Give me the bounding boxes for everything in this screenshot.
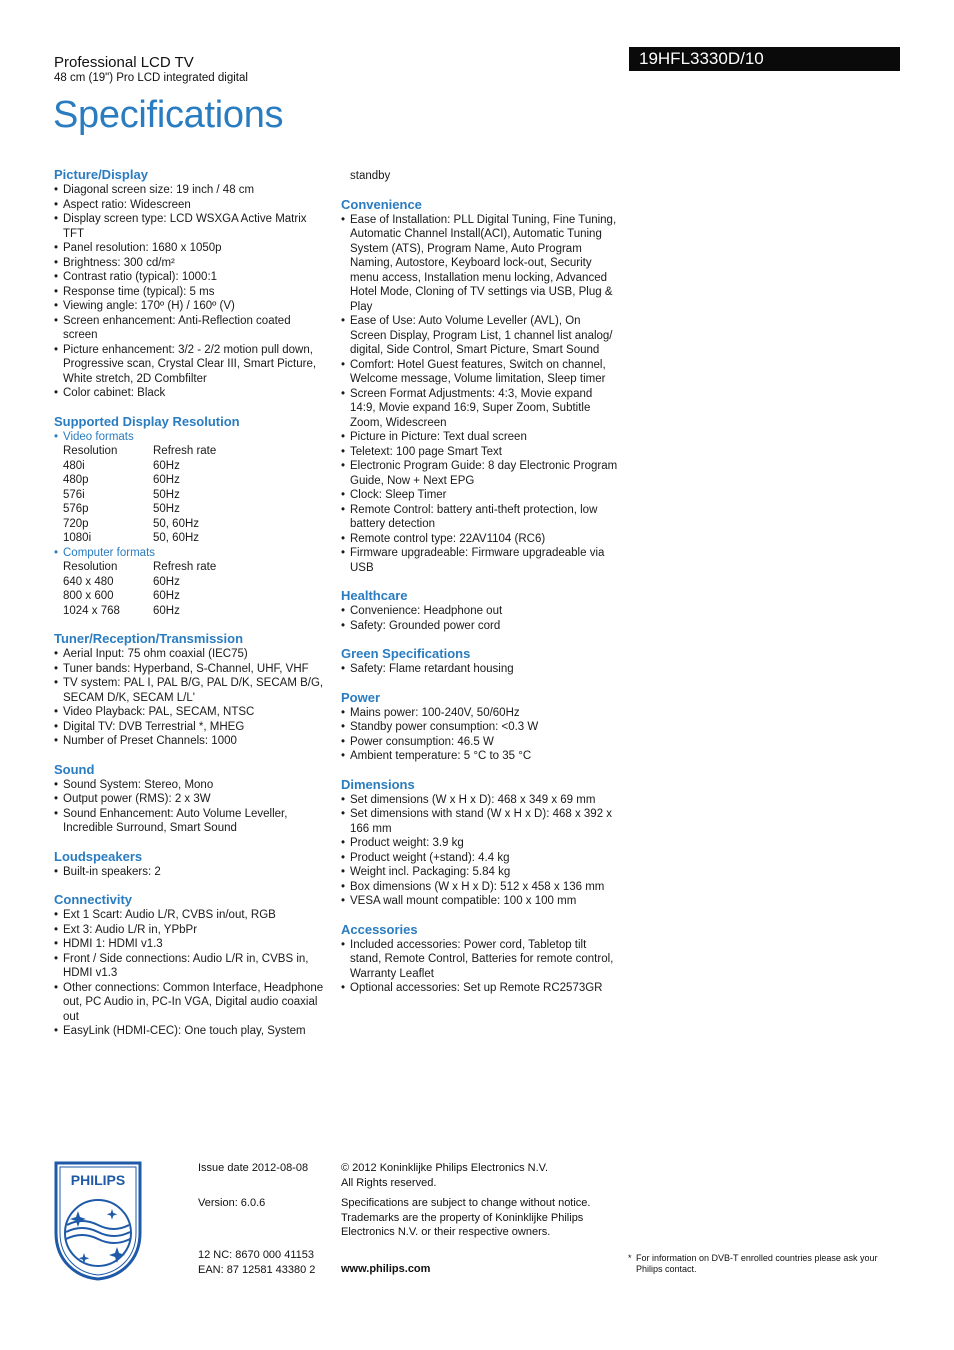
table-row [63, 473, 326, 488]
table-row [63, 488, 326, 503]
section-sound [54, 762, 326, 836]
section-dimensions [341, 777, 619, 909]
section-title: Picture/Display [54, 167, 148, 182]
list-item: • Optional accessories: Set up Remote RC2573GR [341, 981, 619, 996]
section-title: Convenience [341, 196, 422, 212]
section-title: Loudspeakers [54, 848, 143, 864]
list-item: • Electronic Program Guide: 8 day Electronic Program Guide, Now + Next EPG [341, 459, 619, 488]
product-subtitle: 48 cm (19") Pro LCD integrated digital [54, 72, 248, 84]
list-item: • HDMI 1: HDMI v1.3 [54, 937, 326, 952]
list-item: • Included accessories: Power cord, Tabletop tilt stand, Remote Control, Batteries for remote control, Warranty Leaflet [341, 938, 619, 982]
spec-list [54, 778, 326, 836]
section-supported-resolution [54, 414, 326, 619]
resolution-cell: 640 x 480 [63, 575, 114, 588]
list-item: • Remote control type: 22AV1104 (RC6) [341, 532, 619, 547]
section-title: Sound [54, 761, 95, 777]
spec-list [341, 662, 619, 677]
version: Version: 6.0.6 [198, 1197, 266, 1209]
section-convenience [341, 197, 619, 576]
list-item: • Number of Preset Channels: 1000 [54, 734, 326, 749]
list-item: • Standby power consumption: <0.3 W [341, 720, 619, 735]
footnote-marker: * [628, 1253, 632, 1263]
list-item: • Set dimensions with stand (W x H x D): 468 x 392 x 166 mm [341, 807, 619, 836]
section-title: Green Specifications [341, 646, 471, 661]
list-item: • Screen enhancement: Anti-Reflection coated screen [54, 314, 326, 343]
list-item: • Teletext: 100 page Smart Text [341, 445, 619, 460]
list-item: • Brightness: 300 cd/m² [54, 256, 326, 271]
ean-number: EAN: 87 12581 43380 2 [198, 1263, 316, 1276]
list-item: • Ambient temperature: 5 °C to 35 °C [341, 749, 619, 764]
list-item: • Ease of Installation: PLL Digital Tuning, Fine Tuning, Automatic Channel Install(ACI), Automatic Tuning System (ATS), Program Name, Auto Program Naming, Autostore, Keyboard lock-out, Security menu access, Installation menu locking, Advanced Hotel Mode, Cloning of TV settings via USB, Plug & Play [341, 213, 619, 315]
list-item: • Viewing angle: 170º (H) / 160º (V) [54, 299, 326, 314]
copyright-line: © 2012 Koninklijke Philips Electronics N.V. [341, 1162, 549, 1174]
list-item: • Digital TV: DVB Terrestrial *, MHEG [54, 720, 326, 735]
refresh-rate-cell: 60Hz [153, 575, 180, 588]
list-item: • Box dimensions (W x H x D): 512 x 458 x 136 mm [341, 880, 619, 895]
philips-shield-logo [54, 1161, 142, 1281]
table-row [63, 531, 326, 546]
spec-list [341, 793, 619, 909]
issue-date: Issue date 2012-08-08 [198, 1162, 309, 1174]
section-tuner [54, 631, 326, 749]
video-formats-label: • Video formats [54, 430, 326, 445]
spec-list [54, 647, 326, 749]
table-header [63, 560, 326, 575]
section-picture-display [54, 167, 326, 401]
copyright [341, 1161, 548, 1190]
list-item: • Display screen type: LCD WSXGA Active Matrix TFT [54, 212, 326, 241]
section-power [341, 690, 619, 764]
spec-list [54, 430, 326, 445]
table-row [63, 517, 326, 532]
resolution-cell: 480p [63, 474, 89, 486]
column-header: Refresh rate [153, 561, 217, 573]
rights-line: All Rights reserved. [341, 1176, 437, 1189]
list-item: • Comfort: Hotel Guest features, Switch on channel, Welcome message, Volume limitation, Sleep timer [341, 358, 619, 387]
continued-text: standby [350, 170, 391, 182]
list-item: • Remote Control: battery anti-theft protection, low battery detection [341, 503, 619, 532]
section-title: Power [341, 689, 381, 705]
list-item: • Video Playback: PAL, SECAM, NTSC [54, 705, 326, 720]
spec-list [341, 213, 619, 576]
spec-list [54, 183, 326, 401]
spec-list [341, 706, 619, 764]
spec-list [341, 604, 619, 633]
list-item: • Product weight (+stand): 4.4 kg [341, 851, 619, 866]
logo-wordmark: PHILIPS [70, 1172, 126, 1188]
footnote-text: For information on DVB-T enrolled countries please ask your Philips contact. [636, 1253, 878, 1274]
list-item: • Front / Side connections: Audio L/R in, CVBS in, HDMI v1.3 [54, 952, 326, 981]
resolution-cell: 576p [63, 503, 89, 515]
spec-column-right [341, 169, 619, 1009]
list-item: • Ext 3: Audio L/R in, YPbPr [54, 923, 326, 938]
computer-formats-table [63, 560, 326, 618]
product-line: Professional LCD TV [54, 54, 194, 71]
list-item: • Clock: Sleep Timer [341, 488, 619, 503]
resolution-cell: 720p [63, 517, 89, 530]
refresh-rate-cell: 50Hz [153, 488, 180, 501]
list-item: • Mains power: 100-240V, 50/60Hz [341, 706, 619, 721]
spec-list [54, 865, 326, 880]
resolution-cell: 1080i [63, 532, 92, 544]
list-item: • Other connections: Common Interface, Headphone out, PC Audio in, PC-In VGA, Digital audio coaxial out [54, 981, 326, 1025]
list-item: • Color cabinet: Black [54, 386, 326, 401]
resolution-cell: 480i [63, 459, 85, 472]
list-item: • Output power (RMS): 2 x 3W [54, 792, 326, 807]
table-row [63, 575, 326, 590]
list-item: • Diagonal screen size: 19 inch / 48 cm [54, 183, 326, 198]
section-loudspeakers [54, 849, 326, 880]
section-title: Dimensions [341, 776, 415, 792]
refresh-rate-cell: 50Hz [153, 503, 180, 515]
refresh-rate-cell: 60Hz [153, 590, 180, 602]
footnote [628, 1253, 902, 1275]
list-item: • EasyLink (HDMI-CEC): One touch play, System [54, 1024, 326, 1039]
page-title: Specifications [53, 94, 284, 136]
table-row [63, 502, 326, 517]
refresh-rate-cell: 60Hz [153, 604, 180, 617]
list-item: • Safety: Grounded power cord [341, 619, 619, 634]
nc-number: 12 NC: 8670 000 41153 [198, 1249, 314, 1261]
table-row [63, 604, 326, 619]
list-item: • Aerial Input: 75 ohm coaxial (IEC75) [54, 647, 326, 662]
refresh-rate-cell: 50, 60Hz [153, 532, 200, 544]
list-item: • Ease of Use: Auto Volume Leveller (AVL), On Screen Display, Program List, 1 channel list analog/ digital, Side Control, Smart Picture, Smart Sound [341, 314, 619, 358]
spec-list [54, 908, 326, 1039]
section-title: Supported Display Resolution [54, 413, 240, 429]
section-accessories [341, 922, 619, 996]
column-header: Resolution [63, 561, 118, 573]
spec-column-left [54, 167, 326, 1052]
list-item: • Built-in speakers: 2 [54, 865, 326, 880]
video-formats-table [63, 444, 326, 546]
resolution-cell: 800 x 600 [63, 590, 114, 602]
table-row [63, 459, 326, 474]
nc-ean-block [198, 1248, 315, 1277]
list-item: • Contrast ratio (typical): 1000:1 [54, 270, 326, 285]
section-healthcare [341, 588, 619, 633]
section-connectivity [54, 892, 326, 1039]
section-green-specifications [341, 646, 619, 677]
list-item: • Tuner bands: Hyperband, S-Channel, UHF, VHF [54, 662, 326, 677]
list-item: • Power consumption: 46.5 W [341, 735, 619, 750]
list-item: • Weight incl. Packaging: 5.84 kg [341, 865, 619, 880]
column-header: Refresh rate [153, 445, 217, 457]
list-item: • Ext 1 Scart: Audio L/R, CVBS in/out, RGB [54, 908, 326, 923]
refresh-rate-cell: 60Hz [153, 474, 180, 486]
list-item: • Sound Enhancement: Auto Volume Leveller, Incredible Surround, Smart Sound [54, 807, 326, 836]
refresh-rate-cell: 50, 60Hz [153, 517, 200, 530]
spec-notice: Specifications are subject to change without notice. Trademarks are the property of Koninklijke Philips Electronics N.V. or their respective owners. [341, 1197, 591, 1238]
computer-formats-label: • Computer formats [54, 546, 326, 561]
list-item: • Product weight: 3.9 kg [341, 836, 619, 851]
section-title: Accessories [341, 921, 418, 937]
list-item: • Aspect ratio: Widescreen [54, 198, 326, 213]
list-item: • VESA wall mount compatible: 100 x 100 mm [341, 894, 619, 909]
list-item: • Convenience: Headphone out [341, 604, 619, 619]
spec-list [341, 938, 619, 996]
list-item: • Firmware upgradeable: Firmware upgradeable via USB [341, 546, 619, 575]
list-item: • Picture enhancement: 3/2 - 2/2 motion pull down, Progressive scan, Crystal Clear III, Smart Picture, White stretch, 2D Combfilter [54, 343, 326, 387]
spec-list [54, 546, 326, 561]
website-link[interactable]: www.philips.com [341, 1263, 431, 1275]
column-header: Resolution [63, 445, 118, 457]
list-item: • Screen Format Adjustments: 4:3, Movie expand 14:9, Movie expand 16:9, Super Zoom, Subtitle Zoom, Widescreen [341, 387, 619, 431]
resolution-cell: 1024 x 768 [63, 604, 120, 617]
list-item: • Picture in Picture: Text dual screen [341, 430, 619, 445]
list-item: • Response time (typical): 5 ms [54, 285, 326, 300]
table-header [63, 444, 326, 459]
list-item: • TV system: PAL I, PAL B/G, PAL D/K, SECAM B/G, SECAM D/K, SECAM L/L' [54, 676, 326, 705]
list-item: • Set dimensions (W x H x D): 468 x 349 x 69 mm [341, 793, 619, 808]
section-title: Tuner/Reception/Transmission [54, 631, 244, 646]
refresh-rate-cell: 60Hz [153, 459, 180, 472]
list-item: • Sound System: Stereo, Mono [54, 778, 326, 793]
table-row [63, 589, 326, 604]
section-title: Connectivity [54, 892, 133, 907]
list-item: • Panel resolution: 1680 x 1050p [54, 241, 326, 256]
resolution-cell: 576i [63, 488, 85, 501]
list-item: • Safety: Flame retardant housing [341, 662, 619, 677]
model-number-banner: 19HFL3330D/10 [629, 47, 900, 71]
section-title: Healthcare [341, 588, 408, 603]
